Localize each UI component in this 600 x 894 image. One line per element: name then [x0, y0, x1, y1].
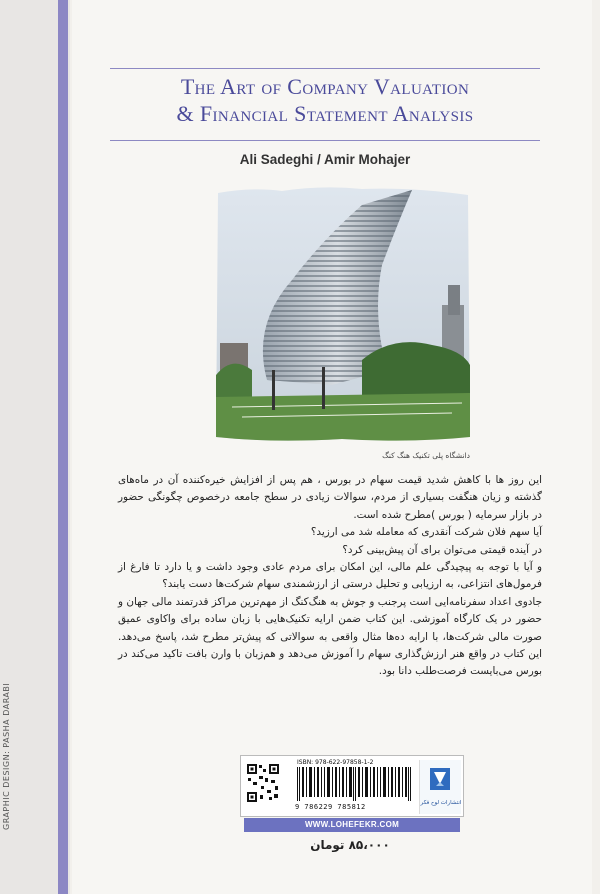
- blurb-paragraph: و آیا با توجه به پیچیدگی علم مالی، این امکان برای مردم عادی وجود داشت و یا دارد تا فارغ از فرمول‌های انتزاعی، به ارزیابی و تحلیل درستی از ارزشمندی سهام شرکت‌ها دست یابند؟: [118, 561, 542, 591]
- photo-caption: دانشگاه پلی تکنیک هنگ کنگ: [382, 451, 470, 460]
- barcode-digits: 9 786229 785812: [295, 803, 366, 811]
- blurb-paragraph: این روز ها با کاهش شدید قیمت سهام در بورس ، هم پس از افزایش خیره‌کننده آن در ماه‌های گذشته و زیان هنگفت بسیاری از مردم، سوالات زیادی در سطح جامعه درخصوص چگونگی حضور در بازار سرمایه ( بورس )مطرح شده است.: [118, 474, 542, 521]
- building-photo: [212, 185, 474, 447]
- isbn-barcode-panel: [240, 755, 464, 817]
- isbn-number: ISBN: 978-622-97858-1-2: [297, 759, 374, 766]
- barcode: [295, 767, 413, 801]
- publisher-website: WWW.LOHEFEKR.COM: [244, 818, 460, 832]
- title-rule-bottom: [110, 140, 540, 141]
- publisher-logo: [419, 760, 461, 814]
- blurb-paragraph: آیا سهم فلان شرکت آنقدری که معامله شد می ارزید؟: [310, 526, 542, 539]
- title-rule-top: [110, 68, 540, 69]
- back-cover-blurb: [118, 472, 542, 681]
- qr-code: [245, 762, 281, 804]
- designer-credit: GRAPHIC DESIGN: PASHA DARABI: [2, 682, 11, 830]
- authors: Ali Sadeghi / Amir Mohajer: [239, 152, 411, 167]
- publisher-name: انتشارات لوح فکر: [420, 800, 462, 806]
- book-title-line-1: The Art of Company Valuation: [180, 74, 470, 99]
- blurb-paragraph: در آینده قیمتی می‌توان برای آن پیش‌بینی کرد؟: [342, 543, 542, 556]
- blurb-paragraph: جادوی اعداد سفرنامه‌ایی است پرجنب و جوش به هنگ‌کنگ از مهم‌ترین مراکز قدرتمند مالی جهان و حضور در یک کارگاه آموزشی. این کتاب ضمن ارایه تکنیک‌هایی با زبان ساده برای واکاوی عمیق صورت مالی شرکت‌ها، با ارایه ده‌ها مثال واقعی به سوالاتی که پیش‌تر مطرح شد، پاسخ می‌دهد. این کتاب در واقع هنر ارزش‌گذاری سهام را آموزش می‌دهد و هم‌زبان با وارن بافت تاکید می‌کند در بورس می‌بایست فرصت‌طلب دانا بود.: [118, 595, 542, 678]
- price-label: ۸۵،۰۰۰ تومان: [310, 838, 390, 852]
- book-title-line-2: & Financial Statement Analysis: [176, 101, 474, 126]
- accent-stripe: [58, 0, 68, 894]
- publisher-emblem-icon: [420, 760, 462, 800]
